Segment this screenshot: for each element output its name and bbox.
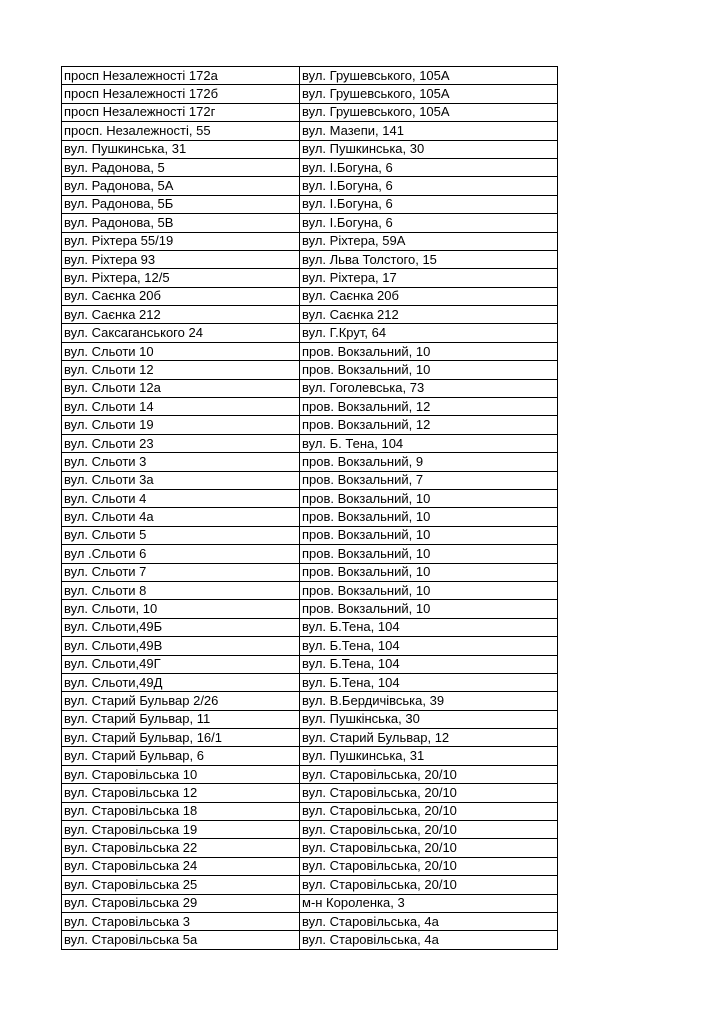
address-cell: вул. Пушкинська, 31 (62, 140, 300, 158)
address-cell: вул. Сльоти,49Д (62, 673, 300, 691)
address-cell: вул. Сльоти 3а (62, 471, 300, 489)
target-address-cell: пров. Вокзальний, 10 (300, 563, 558, 581)
target-address-cell: пров. Вокзальний, 10 (300, 545, 558, 563)
target-address-cell: вул. Г.Крут, 64 (300, 324, 558, 342)
address-cell: вул. Сльоти,49Г (62, 655, 300, 673)
address-cell: вул. Старовільська 24 (62, 857, 300, 875)
table-row (62, 232, 558, 250)
table-row (62, 158, 558, 176)
target-address-cell: вул. Старовільська, 20/10 (300, 784, 558, 802)
table-row (62, 361, 558, 379)
target-address-cell: вул. Ріхтера, 59А (300, 232, 558, 250)
address-cell: вул. Саєнка 20б (62, 287, 300, 305)
address-cell: вул. Сльоти 19 (62, 416, 300, 434)
target-address-cell: вул. І.Богуна, 6 (300, 214, 558, 232)
table-row (62, 103, 558, 121)
table-row (62, 655, 558, 673)
address-cell: вул. Сльоти 8 (62, 581, 300, 599)
address-cell: вул. Старовільська 5а (62, 931, 300, 949)
table-row (62, 839, 558, 857)
target-address-cell: вул. Пушкинська, 30 (300, 140, 558, 158)
target-address-cell: вул. Пушкінська, 30 (300, 710, 558, 728)
target-address-cell: вул. Старовільська, 4а (300, 931, 558, 949)
target-address-cell: вул. Гоголевська, 73 (300, 379, 558, 397)
target-address-cell: пров. Вокзальний, 10 (300, 508, 558, 526)
address-cell: вул. Старовільська 29 (62, 894, 300, 912)
table-row (62, 673, 558, 691)
address-cell: вул. Сльоти 23 (62, 434, 300, 452)
address-cell: вул. Сльоти 5 (62, 526, 300, 544)
table-row (62, 195, 558, 213)
address-cell: просп Незалежності 172а (62, 67, 300, 85)
table-row (62, 342, 558, 360)
address-table (61, 66, 558, 950)
table-row (62, 434, 558, 452)
target-address-cell: вул. Старовільська, 20/10 (300, 857, 558, 875)
address-cell: вул. Сльоти,49В (62, 637, 300, 655)
table-row (62, 931, 558, 949)
table-row (62, 67, 558, 85)
address-cell: вул. Старовільська 18 (62, 802, 300, 820)
address-cell: просп. Незалежності, 55 (62, 122, 300, 140)
table-row (62, 287, 558, 305)
address-cell: просп Незалежності 172б (62, 85, 300, 103)
address-cell: вул. Сльоти 7 (62, 563, 300, 581)
table-row (62, 618, 558, 636)
address-cell: вул. Сльоти, 10 (62, 600, 300, 618)
target-address-cell: вул. Грушевського, 105А (300, 67, 558, 85)
table-row (62, 802, 558, 820)
target-address-cell: вул. Льва Толстого, 15 (300, 250, 558, 268)
table-row (62, 545, 558, 563)
target-address-cell: пров. Вокзальний, 10 (300, 342, 558, 360)
table-row (62, 600, 558, 618)
table-row (62, 269, 558, 287)
target-address-cell: вул. В.Бердичівська, 39 (300, 692, 558, 710)
table-row (62, 784, 558, 802)
table-row (62, 747, 558, 765)
address-cell: вул. Старий Бульвар, 11 (62, 710, 300, 728)
address-cell: вул. Сльоти 4а (62, 508, 300, 526)
table-row (62, 710, 558, 728)
target-address-cell: пров. Вокзальний, 10 (300, 581, 558, 599)
table-row (62, 214, 558, 232)
address-cell: вул. Радонова, 5Б (62, 195, 300, 213)
target-address-cell: вул. Б.Тена, 104 (300, 673, 558, 691)
target-address-cell: вул. Пушкинська, 31 (300, 747, 558, 765)
table-row (62, 306, 558, 324)
table-row (62, 692, 558, 710)
table-row (62, 324, 558, 342)
target-address-cell: пров. Вокзальний, 10 (300, 526, 558, 544)
table-row (62, 177, 558, 195)
address-cell: вул. Сльоти 3 (62, 453, 300, 471)
table-row (62, 563, 558, 581)
target-address-cell: вул. Старовільська, 4а (300, 912, 558, 930)
address-cell: вул. Сльоти 14 (62, 398, 300, 416)
address-cell: вул. Старовільська 12 (62, 784, 300, 802)
table-row (62, 876, 558, 894)
target-address-cell: вул. Б. Тена, 104 (300, 434, 558, 452)
target-address-cell: вул. Саєнка 20б (300, 287, 558, 305)
table-row (62, 637, 558, 655)
target-address-cell: вул. Б.Тена, 104 (300, 618, 558, 636)
table-row (62, 453, 558, 471)
address-cell: вул. Радонова, 5 (62, 158, 300, 176)
target-address-cell: пров. Вокзальний, 10 (300, 600, 558, 618)
target-address-cell: вул. Старовільська, 20/10 (300, 876, 558, 894)
address-cell: вул. Радонова, 5А (62, 177, 300, 195)
table-row (62, 85, 558, 103)
target-address-cell: вул. Ріхтера, 17 (300, 269, 558, 287)
address-cell: вул. Сльоти 12а (62, 379, 300, 397)
table-row (62, 857, 558, 875)
target-address-cell: вул. Б.Тена, 104 (300, 655, 558, 673)
target-address-cell: пров. Вокзальний, 10 (300, 361, 558, 379)
address-cell: вул. Сльоти,49Б (62, 618, 300, 636)
address-cell: вул. Старовільська 25 (62, 876, 300, 894)
address-cell: вул. Сльоти 12 (62, 361, 300, 379)
target-address-cell: пров. Вокзальний, 12 (300, 398, 558, 416)
table-row (62, 765, 558, 783)
target-address-cell: вул. Грушевського, 105А (300, 103, 558, 121)
address-cell: вул. Сльоти 4 (62, 489, 300, 507)
target-address-cell: пров. Вокзальний, 9 (300, 453, 558, 471)
address-cell: вул. Саксаганського 24 (62, 324, 300, 342)
address-cell: вул. Старовільська 19 (62, 821, 300, 839)
target-address-cell: пров. Вокзальний, 7 (300, 471, 558, 489)
address-cell: вул. Старий Бульвар 2/26 (62, 692, 300, 710)
address-cell: вул. Старовільська 22 (62, 839, 300, 857)
table-row (62, 894, 558, 912)
table-row (62, 416, 558, 434)
target-address-cell: вул. Саєнка 212 (300, 306, 558, 324)
table-row (62, 821, 558, 839)
table-row (62, 729, 558, 747)
table-row (62, 398, 558, 416)
address-cell: просп Незалежності 172г (62, 103, 300, 121)
table-row (62, 250, 558, 268)
table-row (62, 379, 558, 397)
address-cell: вул. Ріхтера 93 (62, 250, 300, 268)
table-row (62, 581, 558, 599)
target-address-cell: вул. Старовільська, 20/10 (300, 821, 558, 839)
address-table-body (62, 67, 558, 950)
target-address-cell: вул. І.Богуна, 6 (300, 177, 558, 195)
table-row (62, 526, 558, 544)
address-cell: вул. Старий Бульвар, 16/1 (62, 729, 300, 747)
target-address-cell: м-н Короленка, 3 (300, 894, 558, 912)
target-address-cell: пров. Вокзальний, 12 (300, 416, 558, 434)
table-row (62, 489, 558, 507)
target-address-cell: вул. Б.Тена, 104 (300, 637, 558, 655)
address-cell: вул. Саєнка 212 (62, 306, 300, 324)
target-address-cell: вул. Мазепи, 141 (300, 122, 558, 140)
address-cell: вул. Старовільська 10 (62, 765, 300, 783)
target-address-cell: вул. І.Богуна, 6 (300, 195, 558, 213)
address-cell: вул. Радонова, 5В (62, 214, 300, 232)
address-cell: вул .Сльоти 6 (62, 545, 300, 563)
target-address-cell: вул. Старовільська, 20/10 (300, 839, 558, 857)
address-cell: вул. Старий Бульвар, 6 (62, 747, 300, 765)
address-cell: вул. Ріхтера 55/19 (62, 232, 300, 250)
address-cell: вул. Старовільська 3 (62, 912, 300, 930)
table-row (62, 140, 558, 158)
target-address-cell: вул. Старий Бульвар, 12 (300, 729, 558, 747)
table-row (62, 471, 558, 489)
address-cell: вул. Ріхтера, 12/5 (62, 269, 300, 287)
target-address-cell: пров. Вокзальний, 10 (300, 489, 558, 507)
target-address-cell: вул. І.Богуна, 6 (300, 158, 558, 176)
address-cell: вул. Сльоти 10 (62, 342, 300, 360)
target-address-cell: вул. Старовільська, 20/10 (300, 765, 558, 783)
target-address-cell: вул. Старовільська, 20/10 (300, 802, 558, 820)
table-row (62, 508, 558, 526)
table-row (62, 912, 558, 930)
table-row (62, 122, 558, 140)
target-address-cell: вул. Грушевського, 105А (300, 85, 558, 103)
